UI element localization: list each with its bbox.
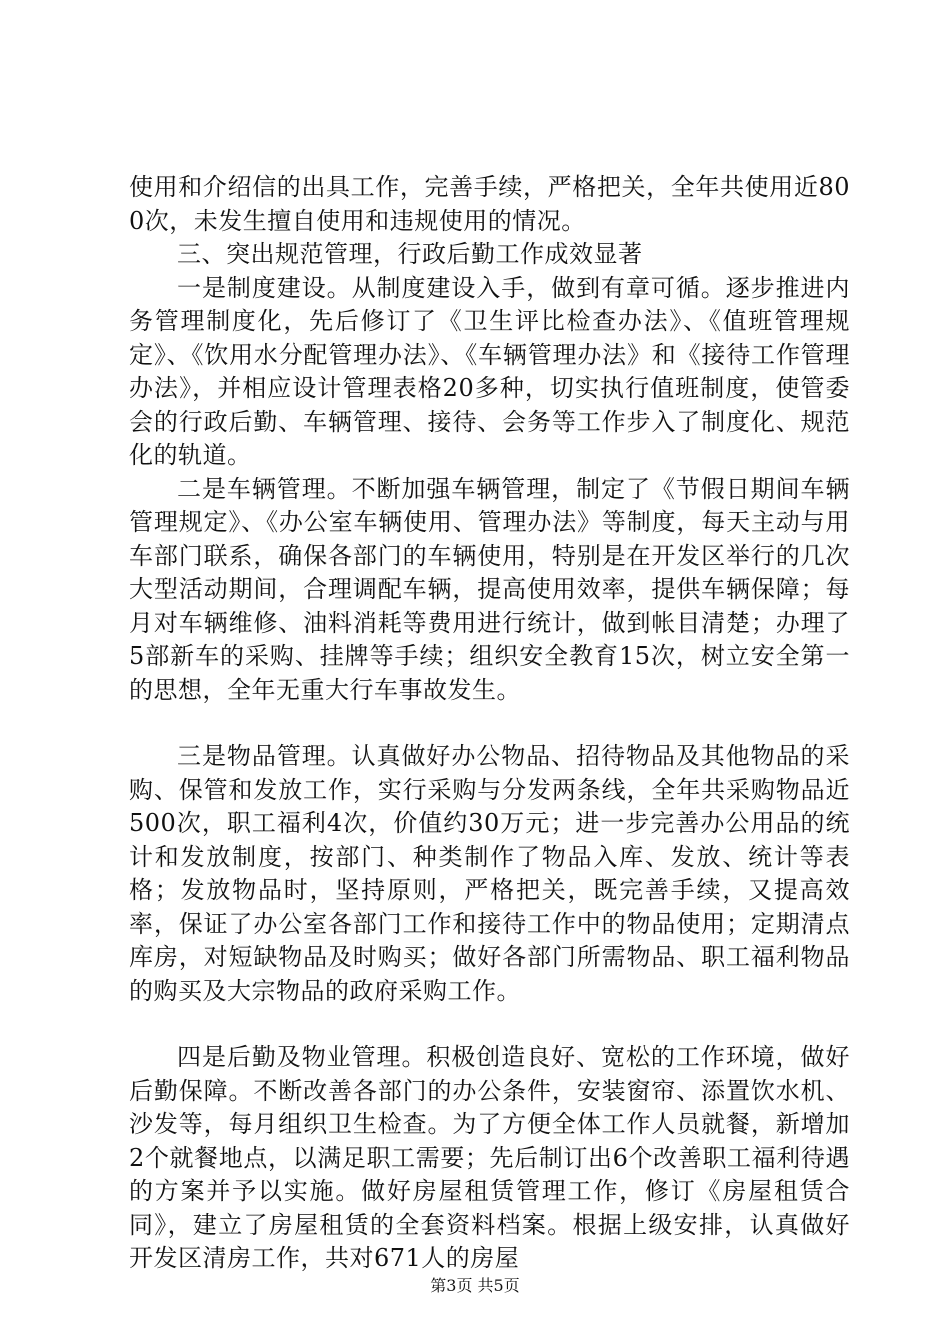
page-footer: 第3页 共5页	[430, 1276, 520, 1295]
document-body	[129, 171, 850, 1276]
section-heading: 三、突出规范管理，行政后勤工作成效显著	[177, 240, 643, 268]
paragraph-continuation: 使用和介绍信的出具工作，完善手续，严格把关，全年共使用近800次，未发生擅自使用和违规使用的情况。	[129, 173, 850, 235]
paragraph-system-building: 一是制度建设。从制度建设入手，做到有章可循。逐步推进内务管理制度化，先后修订了《卫生评比检查办法》、《值班管理规定》、《饮用水分配管理办法》、《车辆管理办法》和《接待工作管理办法》，并相应设计管理表格20多种，切实执行值班制度，使管委会的行政后勤、车辆管理、接待、会务等工作步入了制度化、规范化的轨道。	[129, 273, 850, 469]
paragraph-vehicle-management: 二是车辆管理。不断加强车辆管理，制定了《节假日期间车辆管理规定》、《办公室车辆使用、管理办法》等制度，每天主动与用车部门联系，确保各部门的车辆使用，特别是在开发区举行的几次大型活动期间，合理调配车辆，提高使用效率，提供车辆保障；每月对车辆维修、油料消耗等费用进行统计，做到帐目清楚；办理了5部新车的采购、挂牌等手续；组织安全教育15次，树立安全第一的思想，全年无重大行车事故发生。	[129, 474, 850, 704]
paragraph-goods-management: 三是物品管理。认真做好办公物品、招待物品及其他物品的采购、保管和发放工作，实行采购与分发两条线，全年共采购物品近500次，职工福利4次，价值约30万元；进一步完善办公用品的统计和发放制度，按部门、种类制作了物品入库、发放、统计等表格；发放物品时，坚持原则，严格把关，既完善手续，又提高效率，保证了办公室各部门工作和接待工作中的物品使用；定期清点库房，对短缺物品及时购买；做好各部门所需物品、职工福利物品的购买及大宗物品的政府采购工作。	[129, 742, 850, 1005]
paragraph-logistics-property: 四是后勤及物业管理。积极创造良好、宽松的工作环境，做好后勤保障。不断改善各部门的办公条件，安装窗帘、添置饮水机、沙发等，每月组织卫生检查。为了方便全体工作人员就餐，新增加2个就餐地点，以满足职工需要；先后制订出6个改善职工福利待遇的方案并予以实施。做好房屋租赁管理工作，修订《房屋租赁合同》，建立了房屋租赁的全套资料档案。根据上级安排，认真做好开发区清房工作，共对671人的房屋	[129, 1043, 850, 1272]
